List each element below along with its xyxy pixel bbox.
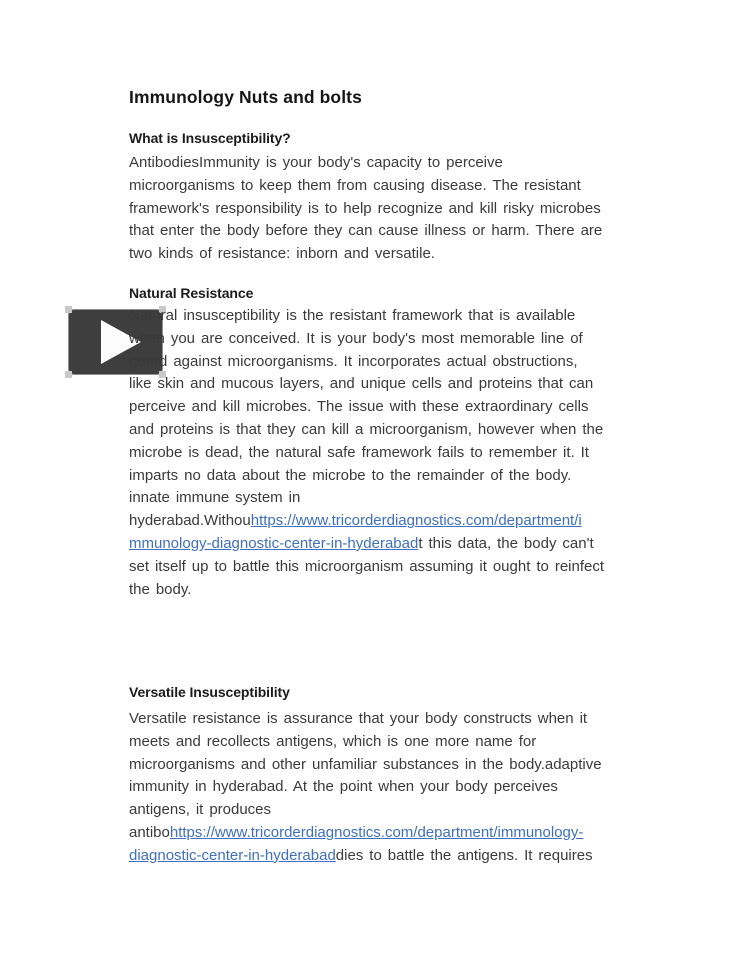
text-segment: when you are conceived. It is your body's most memorable line of <box>129 329 583 347</box>
text-line <box>129 845 689 868</box>
text-line <box>129 556 689 579</box>
text-segment: Versatile resistance is assurance that your body constructs when it <box>129 710 588 727</box>
hyperlink[interactable]: https://www.tricorderdiagnostics.com/department/immunology- <box>169 823 584 841</box>
text-line <box>129 579 689 602</box>
text-segment: dies to battle the antigens. It requires <box>335 846 593 864</box>
text-segment: that enter the body before they can cause illness or harm. There are <box>129 222 603 240</box>
text-line <box>129 198 689 221</box>
text-segment: hyderabad.Withou <box>129 512 251 530</box>
text-line <box>129 442 689 465</box>
text-segment: set itself up to battle this microorganism assuming it ought to reinfect <box>129 557 605 575</box>
text-line <box>129 510 689 533</box>
text-line <box>129 243 689 266</box>
section-heading-natural-resistance: Natural Resistance <box>129 285 254 301</box>
selection-handle <box>65 306 72 313</box>
text-line <box>129 533 689 556</box>
text-segment: microbe is dead, the natural safe framework fails to remember it. It <box>129 443 589 461</box>
text-line <box>129 351 689 374</box>
text-line <box>129 373 689 396</box>
text-segment: the body. <box>129 580 192 598</box>
text-segment: framework's responsibility is to help recognize and kill risky microbes <box>129 199 601 217</box>
text-segment: immunity in hyderabad. At the point when your body perceives <box>129 778 558 796</box>
text-segment: t this data, the body can't <box>418 534 594 552</box>
paragraph <box>129 152 689 266</box>
section-heading-versatile-insusceptibility: Versatile Insusceptibility <box>129 684 290 700</box>
text-line <box>129 799 689 822</box>
paragraph <box>129 305 689 601</box>
text-line <box>129 822 689 845</box>
hyperlink[interactable]: mmunology-diagnostic-center-in-hyderabad <box>129 534 419 552</box>
document-title: Immunology Nuts and bolts <box>129 87 362 107</box>
text-segment: AntibodiesImmunity is your body's capacity to perceive <box>129 154 503 171</box>
text-segment: Natural insusceptibility is the resistant framework that is available <box>129 307 576 324</box>
text-segment: meets and recollects antigens, which is one more name for <box>129 732 537 750</box>
hyperlink[interactable]: https://www.tricorderdiagnostics.com/department/i <box>250 512 582 530</box>
text-line <box>129 220 689 243</box>
text-segment: antibo <box>129 823 170 841</box>
hyperlink[interactable]: diagnostic-center-in-hyderabad <box>129 846 336 864</box>
text-line <box>129 152 689 175</box>
paragraph <box>129 708 689 868</box>
text-segment: perceive and kill microbes. The issue with these extraordinary cells <box>129 398 589 416</box>
text-segment: two kinds of resistance: inborn and versatile. <box>129 245 435 263</box>
text-line <box>129 465 689 488</box>
text-line <box>129 419 689 442</box>
text-line <box>129 708 689 731</box>
text-segment: like skin and mucous layers, and unique cells and proteins that can <box>129 375 594 393</box>
text-line <box>129 175 689 198</box>
text-line <box>129 754 689 777</box>
text-segment: antigens, it produces <box>129 801 272 819</box>
text-line <box>129 328 689 351</box>
text-line <box>129 396 689 419</box>
selection-handle <box>65 371 72 378</box>
text-line <box>129 487 689 510</box>
text-segment: innate immune system in <box>129 489 301 507</box>
text-line <box>129 731 689 754</box>
text-line <box>129 305 689 328</box>
text-segment: guard against microorganisms. It incorporates actual obstructions, <box>129 352 578 370</box>
text-segment: microorganisms and other unfamiliar substances in the body.adaptive <box>129 755 602 773</box>
section-heading-what-is-insusceptibility: What is Insusceptibility? <box>129 130 291 146</box>
text-line <box>129 776 689 799</box>
text-segment: imparts no data about the microbe to the remainder of the body. <box>129 466 572 484</box>
text-segment: and proteins is that they can kill a microorganism, however when the <box>129 420 604 438</box>
text-segment: microorganisms to keep them from causing disease. The resistant <box>129 176 581 194</box>
